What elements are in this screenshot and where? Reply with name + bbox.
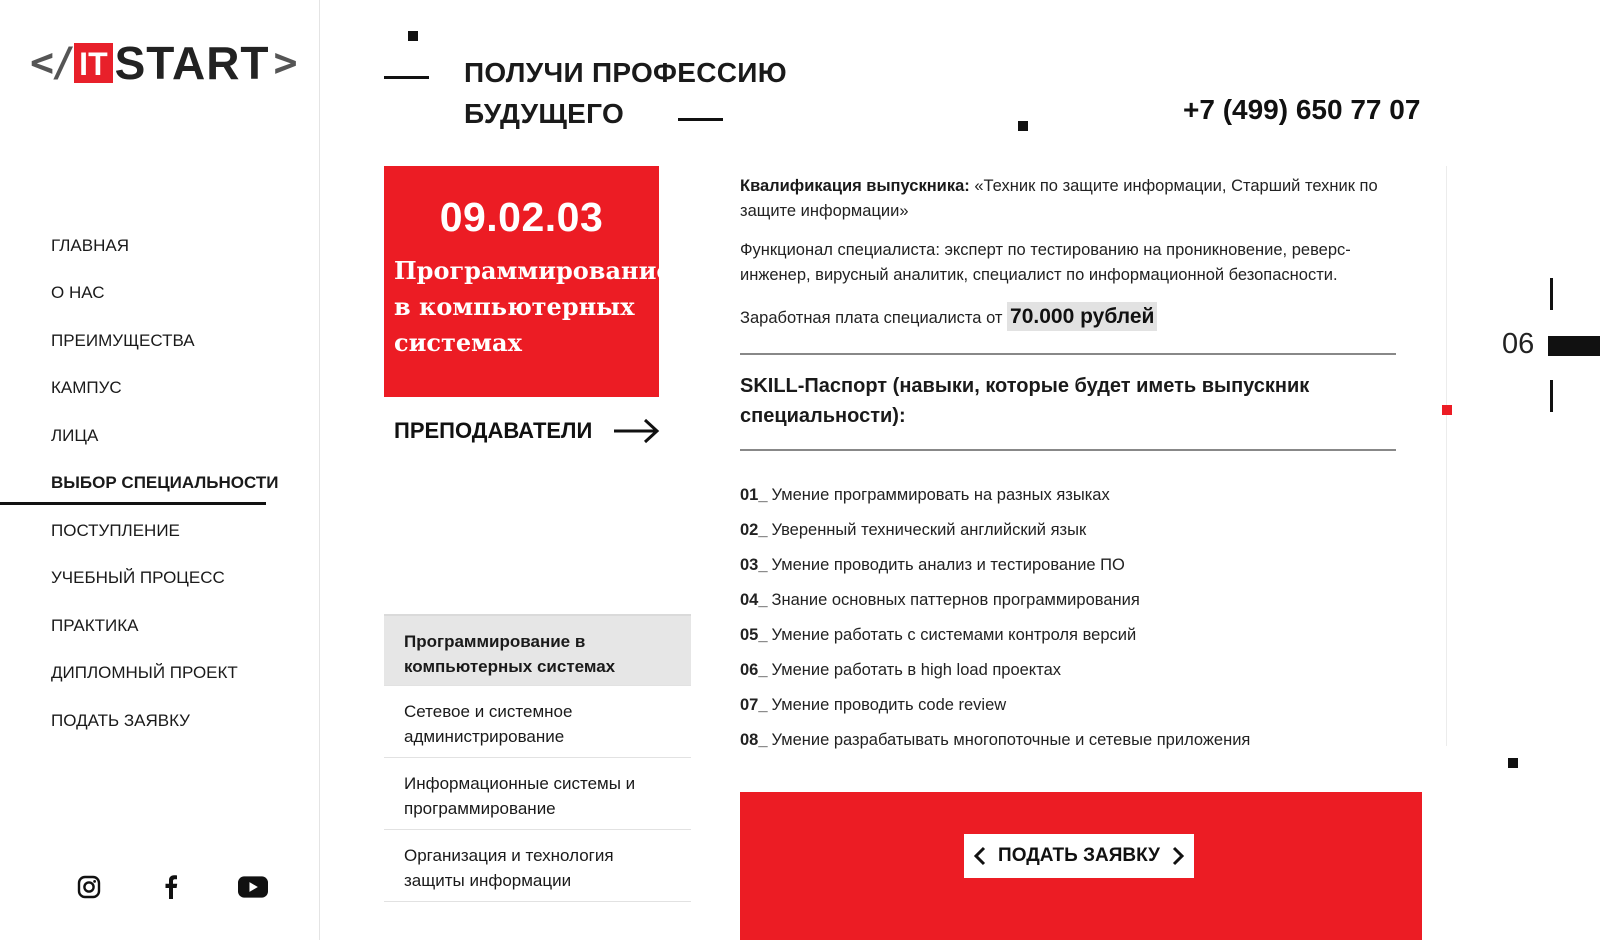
arrow-right-icon	[614, 418, 660, 444]
skill-number: 06_	[740, 661, 768, 679]
skill-item	[740, 478, 1400, 513]
logo-open-bracket: </	[30, 40, 73, 86]
phone-number[interactable]: +7 (499) 650 77 07	[1183, 94, 1421, 125]
main-nav	[0, 222, 320, 745]
qualification-text: «Техник по защите информации, Старший техник по защите информации»	[740, 177, 1378, 220]
page-title-line2: БУДУЩЕГО	[464, 98, 625, 129]
social-links	[74, 872, 268, 902]
decor-dash	[384, 76, 429, 79]
skill-number: 01_	[740, 486, 768, 504]
nav-item-specialty-choice[interactable]: ВЫБОР СПЕЦИАЛЬНОСТИ	[0, 460, 320, 508]
skill-item	[740, 723, 1400, 758]
nav-item-about[interactable]: О НАС	[51, 283, 105, 303]
decor-square-red	[1442, 405, 1452, 415]
skill-item	[740, 653, 1400, 688]
instagram-icon[interactable]	[74, 872, 104, 902]
nav-item-campus[interactable]: КАМПУС	[51, 378, 122, 398]
logo-it: IT	[74, 43, 112, 83]
skill-number: 07_	[740, 696, 768, 714]
skill-text: Умение разрабатывать многопоточные и сетевые приложения	[771, 731, 1251, 749]
teachers-link[interactable]	[394, 418, 660, 444]
skill-number: 02_	[740, 521, 768, 539]
apply-button[interactable]	[964, 834, 1194, 878]
skill-item	[740, 618, 1400, 653]
cta-panel	[740, 792, 1422, 940]
nav-item-admission[interactable]: ПОСТУПЛЕНИЕ	[51, 520, 180, 540]
nav-item-study-process[interactable]: УЧЕБНЫЙ ПРОЦЕСС	[51, 568, 225, 588]
skill-text: Уверенный технический английский язык	[771, 521, 1087, 539]
specialty-item[interactable]: Организация и технология защиты информации	[384, 830, 691, 902]
qualification-label: Квалификация выпускника:	[740, 177, 970, 195]
logo-close-bracket: >	[273, 40, 298, 86]
skill-item	[740, 688, 1400, 723]
logo-start: START	[114, 37, 270, 89]
facebook-icon[interactable]	[156, 872, 186, 902]
page-title-line1: ПОЛУЧИ ПРОФЕССИЮ	[464, 57, 787, 88]
divider	[740, 449, 1396, 451]
teachers-label: ПРЕПОДАВАТЕЛИ	[394, 418, 593, 443]
functional-text: Функционал специалиста: эксперт по тестированию на проникновение, реверс-инженер, вирусный аналитик, специалист по информационной безопасности.	[740, 241, 1351, 284]
specialty-code: 09.02.03	[439, 194, 604, 240]
skill-list	[740, 478, 1400, 758]
divider	[1446, 166, 1447, 746]
chevron-right-icon	[1170, 846, 1186, 866]
apply-button-label: ПОДАТЬ ЗАЯВКУ	[998, 845, 1160, 866]
skill-text: Умение работать с системами контроля версий	[771, 626, 1137, 644]
decor-square	[408, 31, 418, 41]
page-indicator-bar	[1548, 336, 1600, 356]
decor-square	[1508, 758, 1518, 768]
page-title	[464, 52, 787, 134]
specialty-card	[384, 166, 672, 397]
decor-square	[1018, 121, 1028, 131]
qualification	[740, 174, 1400, 224]
skill-text: Умение проводить анализ и тестирование ПО	[771, 556, 1125, 574]
skill-number: 05_	[740, 626, 768, 644]
skill-item	[740, 548, 1400, 583]
skill-text: Умение проводить code review	[771, 696, 1007, 714]
skill-number: 08_	[740, 731, 768, 749]
skill-passport-heading: SKILL-Паспорт (навыки, которые будет иметь выпускник специальности):	[740, 375, 1310, 427]
specialty-item[interactable]: Программирование в компьютерных системах	[384, 614, 691, 686]
skill-item	[740, 583, 1400, 618]
nav-item-advantages[interactable]: ПРЕИМУЩЕСТВА	[51, 330, 195, 350]
specialty-item[interactable]: Сетевое и системное администрирование	[384, 686, 691, 758]
youtube-icon[interactable]	[238, 872, 268, 902]
salary	[740, 302, 1400, 331]
logo[interactable]	[30, 38, 298, 88]
nav-item-diploma[interactable]: ДИПЛОМНЫЙ ПРОЕКТ	[51, 663, 238, 683]
nav-item-faces[interactable]: ЛИЦА	[51, 425, 99, 445]
specialty-details	[740, 174, 1400, 758]
salary-value: 70.000 рублей	[1007, 302, 1157, 331]
specialty-list	[384, 614, 691, 902]
nav-item-apply[interactable]: ПОДАТЬ ЗАЯВКУ	[51, 710, 190, 730]
skill-text: Умение программировать на разных языках	[771, 486, 1110, 504]
page-indicator: 06	[1502, 328, 1535, 360]
skill-number: 04_	[740, 591, 768, 609]
specialty-name: Программирование в компьютерных системах	[394, 256, 672, 357]
nav-item-practice[interactable]: ПРАКТИКА	[51, 615, 139, 635]
sidebar	[0, 0, 320, 940]
salary-prefix: Заработная плата специалиста от	[740, 309, 1008, 327]
page-tick	[1550, 278, 1553, 310]
page-tick	[1550, 380, 1553, 412]
skill-item	[740, 513, 1400, 548]
skill-text: Знание основных паттернов программирования	[771, 591, 1140, 609]
skill-number: 03_	[740, 556, 768, 574]
skill-text: Умение работать в high load проектах	[771, 661, 1061, 679]
nav-item-home[interactable]: ГЛАВНАЯ	[51, 235, 129, 255]
chevron-left-icon	[972, 846, 988, 866]
specialty-item[interactable]: Информационные системы и программирование	[384, 758, 691, 830]
